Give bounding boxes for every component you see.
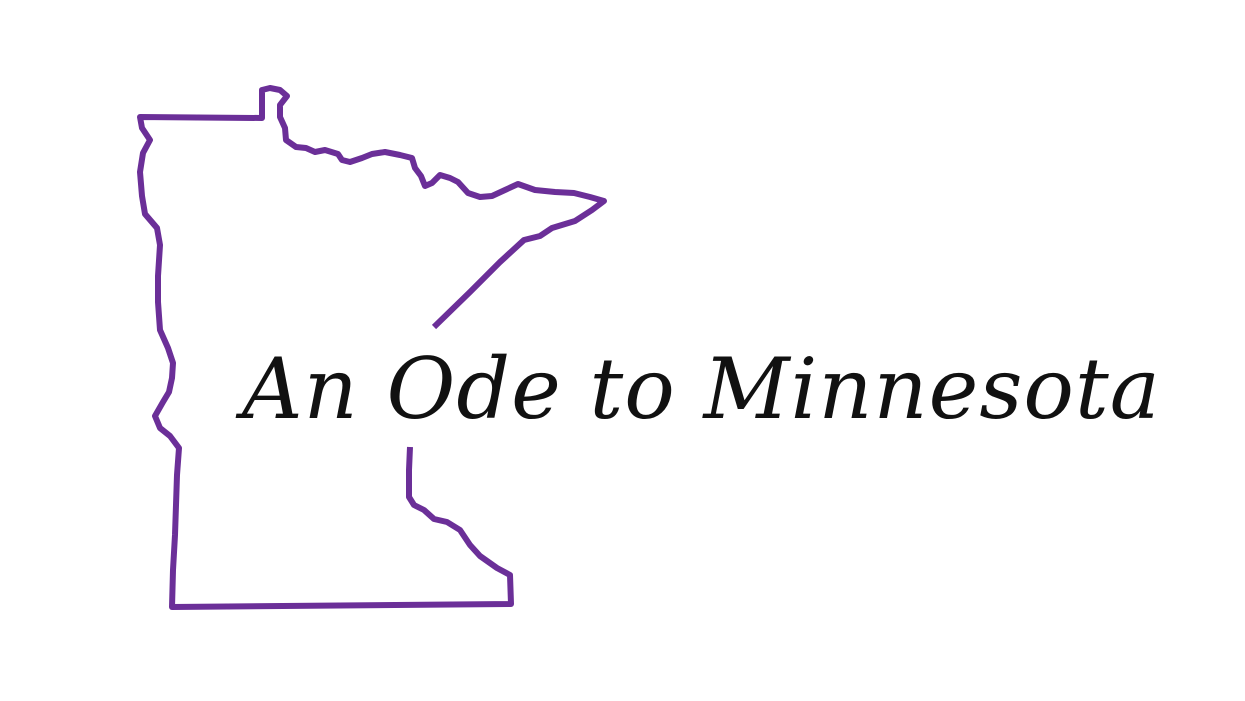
page-title: An Ode to Minnesota <box>238 334 1165 444</box>
